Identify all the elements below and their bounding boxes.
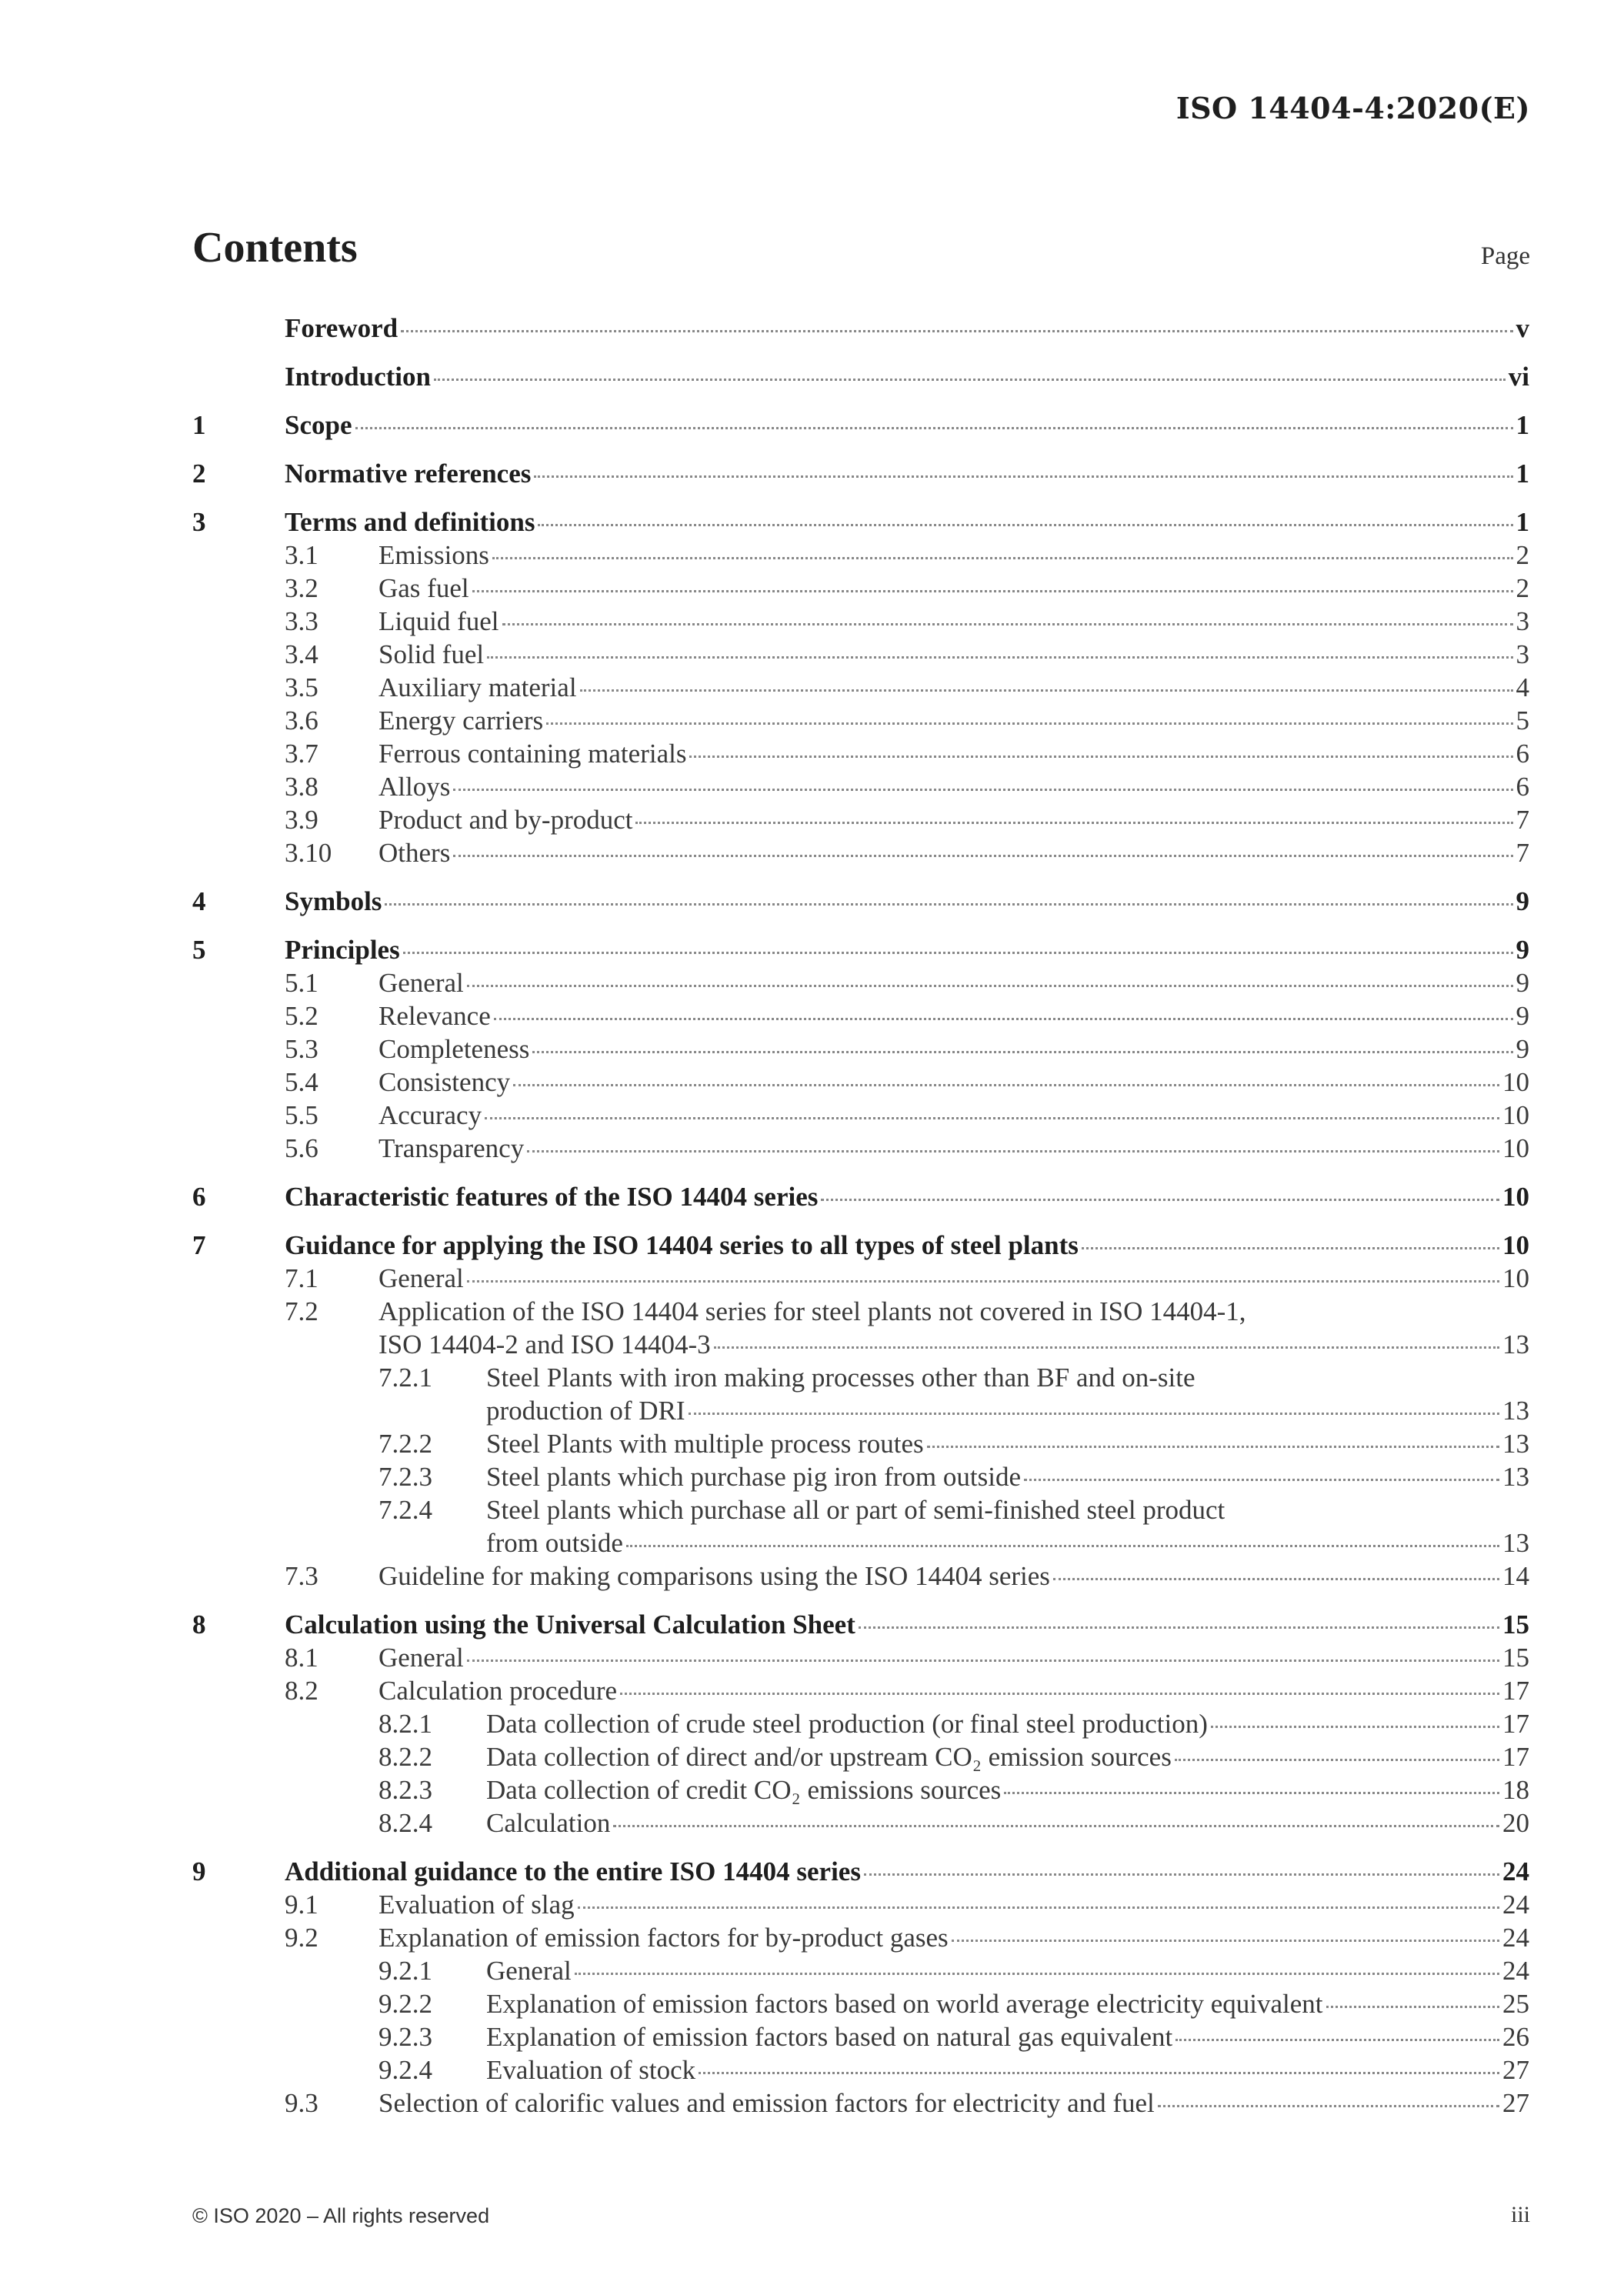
toc-entry-title[interactable]: production of DRI <box>486 1396 685 1426</box>
toc-entry-title[interactable]: Additional guidance to the entire ISO 14404 series <box>285 1856 861 1886</box>
toc-entry-page[interactable]: 10 <box>1502 1133 1529 1163</box>
toc-entry-title[interactable]: General <box>378 1643 464 1673</box>
toc-entry[interactable] <box>192 933 1529 966</box>
toc-entry-page[interactable]: 9 <box>1516 968 1529 998</box>
toc-entry-number: 3.5 <box>285 672 318 702</box>
toc-entry-page[interactable]: 20 <box>1502 1808 1529 1838</box>
toc-entry-number: 9.2.4 <box>378 2055 432 2085</box>
toc-entry-number: 2 <box>192 459 206 489</box>
toc-entry[interactable] <box>192 1032 1529 1066</box>
dot-leader <box>1053 1577 1499 1580</box>
toc-entry-number: 8.2.4 <box>378 1808 432 1838</box>
toc-entry-number: 7.2.4 <box>378 1495 432 1525</box>
dot-leader <box>626 1544 1499 1547</box>
toc-entry[interactable] <box>192 2053 1529 2087</box>
toc-entry-page[interactable]: 14 <box>1502 1561 1529 1591</box>
dot-leader <box>532 1050 1512 1053</box>
toc-entry[interactable] <box>192 885 1529 918</box>
toc-entry-number: 8 <box>192 1610 206 1640</box>
dot-leader <box>467 1279 1499 1283</box>
dot-leader <box>580 689 1513 692</box>
toc-entry-title[interactable]: Accuracy <box>378 1100 482 1130</box>
toc-entry-page[interactable]: 6 <box>1516 772 1529 802</box>
toc-entry[interactable] <box>192 1773 1529 1806</box>
toc-entry-title[interactable]: Data collection of direct and/or upstream CO₂ emission sources <box>486 1742 1172 1772</box>
toc-entry[interactable] <box>192 1460 1529 1493</box>
toc-entry-number: 7.3 <box>285 1561 318 1591</box>
dot-leader <box>859 1626 1499 1629</box>
dot-leader <box>403 951 1513 954</box>
toc-entry[interactable] <box>192 1526 1529 1559</box>
toc-entry[interactable] <box>192 1328 1529 1361</box>
contents-heading: Contents <box>192 224 358 272</box>
dot-leader <box>1326 2005 1499 2008</box>
toc-entry-page[interactable]: 1 <box>1516 410 1529 440</box>
dot-leader <box>434 378 1506 381</box>
toc-entry-page[interactable]: 2 <box>1516 573 1529 603</box>
toc-entry-page[interactable]: 25 <box>1502 1989 1529 2019</box>
toc-entry-title[interactable]: Consistency <box>378 1067 511 1097</box>
toc-entry-title[interactable]: Guideline for making comparisons using the ISO 14404 series <box>378 1561 1050 1591</box>
toc-entry[interactable] <box>192 638 1529 671</box>
toc-entry-title[interactable]: Scope <box>285 410 352 440</box>
dot-leader <box>1175 2038 1499 2041</box>
toc-entry-number: 7.2.3 <box>378 1462 432 1492</box>
toc-entry[interactable] <box>192 1674 1529 1707</box>
toc-entry-title[interactable]: Characteristic features of the ISO 14404 series <box>285 1182 819 1212</box>
toc-entry-page[interactable]: 10 <box>1502 1100 1529 1130</box>
toc-entry[interactable] <box>192 1641 1529 1674</box>
toc-entry-number: 6 <box>192 1182 206 1212</box>
toc-entry-title[interactable]: General <box>486 1956 572 1986</box>
toc-entry[interactable] <box>192 1066 1529 1099</box>
toc-entry-number: 7.2 <box>285 1296 318 1326</box>
dot-leader <box>494 1017 1513 1020</box>
page-column-label: Page <box>1480 242 1530 270</box>
toc-entry-page[interactable]: 13 <box>1502 1329 1529 1359</box>
toc-entry[interactable] <box>192 1740 1529 1773</box>
dot-leader <box>620 1692 1499 1695</box>
toc-entry-number: 5.5 <box>285 1100 318 1130</box>
toc-entry-number: 9.2.3 <box>378 2022 432 2052</box>
toc-entry-page[interactable]: 5 <box>1516 706 1529 736</box>
toc-entry[interactable] <box>192 836 1529 869</box>
toc-entry[interactable] <box>192 1394 1529 1427</box>
toc-entry-title[interactable]: Data collection of crude steel production (or final steel production) <box>486 1709 1208 1739</box>
toc-entry-page[interactable]: 9 <box>1516 1034 1529 1064</box>
toc-entry-page[interactable]: vi <box>1508 362 1529 392</box>
toc-entry-title[interactable]: Transparency <box>378 1133 525 1163</box>
toc-entry-title[interactable]: Symbols <box>285 886 382 916</box>
dot-leader <box>502 622 1513 625</box>
toc-entry-page[interactable]: 9 <box>1516 935 1529 965</box>
dot-leader <box>714 1346 1499 1349</box>
toc-entry-page[interactable]: 3 <box>1516 639 1529 669</box>
dot-leader <box>689 755 1512 758</box>
dot-leader <box>485 1116 1499 1119</box>
toc-entry[interactable] <box>192 1806 1529 1840</box>
page-number: iii <box>1510 2202 1530 2227</box>
toc-entry[interactable] <box>192 1888 1529 1921</box>
toc-entry-title[interactable]: Evaluation of stock <box>486 2055 696 2085</box>
dot-leader <box>635 821 1512 824</box>
toc-entry-title[interactable]: Liquid fuel <box>378 606 499 636</box>
dot-leader <box>952 1939 1499 1942</box>
toc-entry-number: 8.1 <box>285 1643 318 1673</box>
toc-entry-number: 3.7 <box>285 739 318 769</box>
dot-leader <box>385 902 1512 906</box>
dot-leader <box>864 1873 1499 1876</box>
dot-leader <box>821 1198 1499 1201</box>
toc-entry[interactable] <box>192 312 1529 345</box>
toc-entry-title[interactable]: Relevance <box>378 1001 491 1031</box>
toc-entry-page[interactable]: 15 <box>1502 1610 1529 1640</box>
toc-entry-page[interactable]: 27 <box>1502 2055 1529 2085</box>
toc-entry-page[interactable]: 15 <box>1502 1643 1529 1673</box>
dot-leader <box>1082 1246 1499 1249</box>
toc-entry-page[interactable]: v <box>1516 313 1529 343</box>
toc-entry-title[interactable]: Data collection of credit CO₂ emissions sources <box>486 1775 1002 1805</box>
toc-entry-page[interactable]: 18 <box>1502 1775 1529 1805</box>
toc-entry[interactable] <box>192 409 1529 442</box>
toc-entry-page[interactable]: 27 <box>1502 2088 1529 2118</box>
toc-entry-page[interactable]: 10 <box>1502 1230 1529 1260</box>
toc-entry-title[interactable]: Explanation of emission factors for by-product gases <box>378 1923 949 1953</box>
dot-leader <box>527 1149 1499 1153</box>
toc-entry[interactable] <box>192 1493 1529 1526</box>
toc-entry-title[interactable]: Foreword <box>285 313 398 343</box>
toc-entry-page[interactable]: 7 <box>1516 805 1529 835</box>
toc-entry[interactable] <box>192 572 1529 605</box>
toc-entry[interactable] <box>192 1099 1529 1132</box>
toc-entry-number: 8.2 <box>285 1676 318 1706</box>
toc-entry-page[interactable]: 2 <box>1516 540 1529 570</box>
toc-entry[interactable] <box>192 1262 1529 1295</box>
toc-entry-number: 3.4 <box>285 639 318 669</box>
toc-entry[interactable] <box>192 1954 1529 1987</box>
toc-entry-number: 7.2.1 <box>378 1363 432 1393</box>
toc-entry-number: 8.2.2 <box>378 1742 432 1772</box>
dot-leader <box>487 655 1512 659</box>
toc-entry-page[interactable]: 13 <box>1502 1429 1529 1459</box>
dot-leader <box>575 1972 1499 1975</box>
toc-entry[interactable] <box>192 1132 1529 1165</box>
toc-entry-page[interactable]: 9 <box>1516 1001 1529 1031</box>
toc-entry[interactable] <box>192 1180 1529 1213</box>
toc-entry-number: 3.2 <box>285 573 318 603</box>
toc-entry[interactable] <box>192 1707 1529 1740</box>
toc-entry[interactable] <box>192 1361 1529 1394</box>
toc-entry-page[interactable]: 4 <box>1516 672 1529 702</box>
dot-leader <box>453 788 1512 791</box>
toc-entry-title[interactable]: Explanation of emission factors based on world average electricity equivalent <box>486 1989 1323 2019</box>
toc-entry-page[interactable]: 24 <box>1502 1923 1529 1953</box>
toc-entry-page[interactable]: 7 <box>1516 838 1529 868</box>
toc-entry[interactable] <box>192 2087 1529 2120</box>
toc-entry-title[interactable]: Gas fuel <box>378 573 469 603</box>
toc-entry-page[interactable]: 3 <box>1516 606 1529 636</box>
toc-entry-page[interactable]: 9 <box>1516 886 1529 916</box>
toc-entry-title[interactable]: Guidance for applying the ISO 14404 series to all types of steel plants <box>285 1230 1079 1260</box>
toc-entry-title[interactable]: General <box>378 968 464 998</box>
toc-entry[interactable] <box>192 1921 1529 1954</box>
toc-entry-page[interactable]: 6 <box>1516 739 1529 769</box>
dot-leader <box>472 589 1513 592</box>
toc-entry-title[interactable]: Selection of calorific values and emission factors for electricity and fuel <box>378 2088 1155 2118</box>
toc-entry-page[interactable]: 1 <box>1516 507 1529 537</box>
dot-leader <box>467 984 1513 987</box>
toc-entry-number: 7.2.2 <box>378 1429 432 1459</box>
dot-leader <box>927 1445 1499 1448</box>
dot-leader <box>1158 2104 1499 2107</box>
toc-entry-title[interactable]: Energy carriers <box>378 706 544 736</box>
toc-entry[interactable] <box>192 999 1529 1032</box>
table-of-contents <box>192 312 1529 2120</box>
document-id-header: ISO 14404-4:2020(E) <box>1175 91 1530 125</box>
dot-leader <box>538 523 1512 526</box>
toc-entry[interactable] <box>192 1608 1529 1641</box>
toc-entry[interactable] <box>192 2020 1529 2053</box>
toc-entry[interactable] <box>192 1559 1529 1593</box>
toc-entry[interactable] <box>192 1427 1529 1460</box>
toc-entry-number: 1 <box>192 410 206 440</box>
toc-entry-number: 3.10 <box>285 838 332 868</box>
toc-entry-number: 3 <box>192 507 206 537</box>
toc-entry[interactable] <box>192 1295 1529 1328</box>
toc-entry[interactable] <box>192 966 1529 999</box>
toc-entry-number: 9 <box>192 1856 206 1886</box>
toc-entry-title[interactable]: Calculation using the Universal Calculation Sheet <box>285 1610 855 1640</box>
dot-leader <box>513 1083 1499 1086</box>
toc-entry-page[interactable]: 24 <box>1502 1890 1529 1920</box>
toc-entry-page[interactable]: 24 <box>1502 1956 1529 1986</box>
toc-entry[interactable] <box>192 671 1529 704</box>
toc-entry[interactable] <box>192 505 1529 539</box>
toc-entry-number: 5.2 <box>285 1001 318 1031</box>
dot-leader <box>401 329 1512 332</box>
toc-entry-page[interactable]: 26 <box>1502 2022 1529 2052</box>
toc-entry-number: 9.2 <box>285 1923 318 1953</box>
toc-entry[interactable] <box>192 1987 1529 2020</box>
toc-entry-title[interactable]: Auxiliary material <box>378 672 577 702</box>
toc-entry-number: 5.4 <box>285 1067 318 1097</box>
toc-entry-title[interactable]: Terms and definitions <box>285 507 535 537</box>
toc-entry-number: 9.1 <box>285 1890 318 1920</box>
toc-entry[interactable] <box>192 770 1529 803</box>
toc-entry-title[interactable]: Calculation procedure <box>378 1676 618 1706</box>
toc-entry-page[interactable]: 24 <box>1502 1856 1529 1886</box>
toc-entry-page[interactable]: 13 <box>1502 1462 1529 1492</box>
toc-entry-page[interactable]: 17 <box>1502 1742 1529 1772</box>
toc-entry-title[interactable]: Steel plants which purchase all or part of semi-finished steel product <box>486 1495 1226 1525</box>
toc-entry[interactable] <box>192 1229 1529 1262</box>
dot-leader <box>355 426 1513 429</box>
toc-entry-page[interactable]: 13 <box>1502 1528 1529 1558</box>
toc-entry-title[interactable]: Steel Plants with iron making processes other than BF and on-site <box>486 1363 1195 1393</box>
toc-entry-number: 9.3 <box>285 2088 318 2118</box>
toc-entry-title[interactable]: Others <box>378 838 451 868</box>
toc-entry-title[interactable]: Steel plants which purchase pig iron from outside <box>486 1462 1021 1492</box>
toc-entry-number: 3.1 <box>285 540 318 570</box>
toc-entry-number: 9.2.2 <box>378 1989 432 2019</box>
toc-entry-number: 9.2.1 <box>378 1956 432 1986</box>
toc-entry[interactable] <box>192 1855 1529 1888</box>
dot-leader <box>1004 1791 1499 1794</box>
toc-entry-title[interactable]: from outside <box>486 1528 623 1558</box>
toc-entry-number: 3.3 <box>285 606 318 636</box>
dot-leader <box>1175 1758 1499 1761</box>
toc-entry-page[interactable]: 10 <box>1502 1067 1529 1097</box>
toc-entry-title[interactable]: Normative references <box>285 459 532 489</box>
toc-entry-number: 7.1 <box>285 1263 318 1293</box>
toc-entry[interactable] <box>192 457 1529 490</box>
toc-entry-title[interactable]: Evaluation of slag <box>378 1890 575 1920</box>
toc-entry-title[interactable]: Principles <box>285 935 400 965</box>
toc-entry-title[interactable]: Alloys <box>378 772 451 802</box>
toc-entry-number: 3.9 <box>285 805 318 835</box>
toc-entry-title[interactable]: Steel Plants with multiple process routes <box>486 1429 924 1459</box>
dot-leader <box>492 556 1513 559</box>
toc-entry-title[interactable]: Calculation <box>486 1808 611 1838</box>
toc-entry-title[interactable]: Explanation of emission factors based on natural gas equivalent <box>486 2022 1173 2052</box>
dot-leader <box>613 1824 1499 1827</box>
toc-entry[interactable] <box>192 737 1529 770</box>
toc-entry-page[interactable]: 13 <box>1502 1396 1529 1426</box>
toc-entry-title[interactable]: Application of the ISO 14404 series for steel plants not covered in ISO 14404-1, <box>378 1296 1246 1326</box>
toc-entry[interactable] <box>192 360 1529 393</box>
dot-leader <box>1211 1725 1499 1728</box>
toc-entry-title[interactable]: Introduction <box>285 362 431 392</box>
dot-leader <box>546 722 1512 725</box>
toc-entry-title[interactable]: Solid fuel <box>378 639 485 669</box>
toc-entry-page[interactable]: 10 <box>1502 1263 1529 1293</box>
toc-entry-page[interactable]: 1 <box>1516 459 1529 489</box>
toc-entry-number: 8.2.3 <box>378 1775 432 1805</box>
dot-leader <box>1024 1478 1499 1481</box>
dot-leader <box>467 1659 1499 1662</box>
toc-entry-number: 5 <box>192 935 206 965</box>
dot-leader <box>689 1412 1499 1415</box>
dot-leader <box>699 2071 1499 2074</box>
toc-entry-number: 5.6 <box>285 1133 318 1163</box>
toc-entry[interactable] <box>192 539 1529 572</box>
toc-entry[interactable] <box>192 704 1529 737</box>
toc-entry-number: 4 <box>192 886 206 916</box>
toc-entry-title[interactable]: Emissions <box>378 540 489 570</box>
toc-entry-title[interactable]: Ferrous containing materials <box>378 739 687 769</box>
toc-entry-number: 5.3 <box>285 1034 318 1064</box>
toc-entry-title[interactable]: ISO 14404-2 and ISO 14404-3 <box>378 1329 711 1359</box>
toc-entry-title[interactable]: General <box>378 1263 464 1293</box>
toc-entry[interactable] <box>192 605 1529 638</box>
dot-leader <box>453 854 1512 857</box>
toc-entry-number: 3.8 <box>285 772 318 802</box>
toc-entry-number: 3.6 <box>285 706 318 736</box>
toc-entry-number: 7 <box>192 1230 206 1260</box>
toc-entry-number: 8.2.1 <box>378 1709 432 1739</box>
toc-entry-page[interactable]: 10 <box>1502 1182 1529 1212</box>
toc-entry-number: 5.1 <box>285 968 318 998</box>
toc-entry-page[interactable]: 17 <box>1502 1676 1529 1706</box>
toc-entry-title[interactable]: Product and by-product <box>378 805 633 835</box>
copyright-footer: © ISO 2020 – All rights reserved <box>192 2204 490 2227</box>
dot-leader <box>534 475 1512 478</box>
toc-entry-page[interactable]: 17 <box>1502 1709 1529 1739</box>
toc-entry-title[interactable]: Completeness <box>378 1034 530 1064</box>
dot-leader <box>578 1906 1499 1909</box>
toc-entry[interactable] <box>192 803 1529 836</box>
